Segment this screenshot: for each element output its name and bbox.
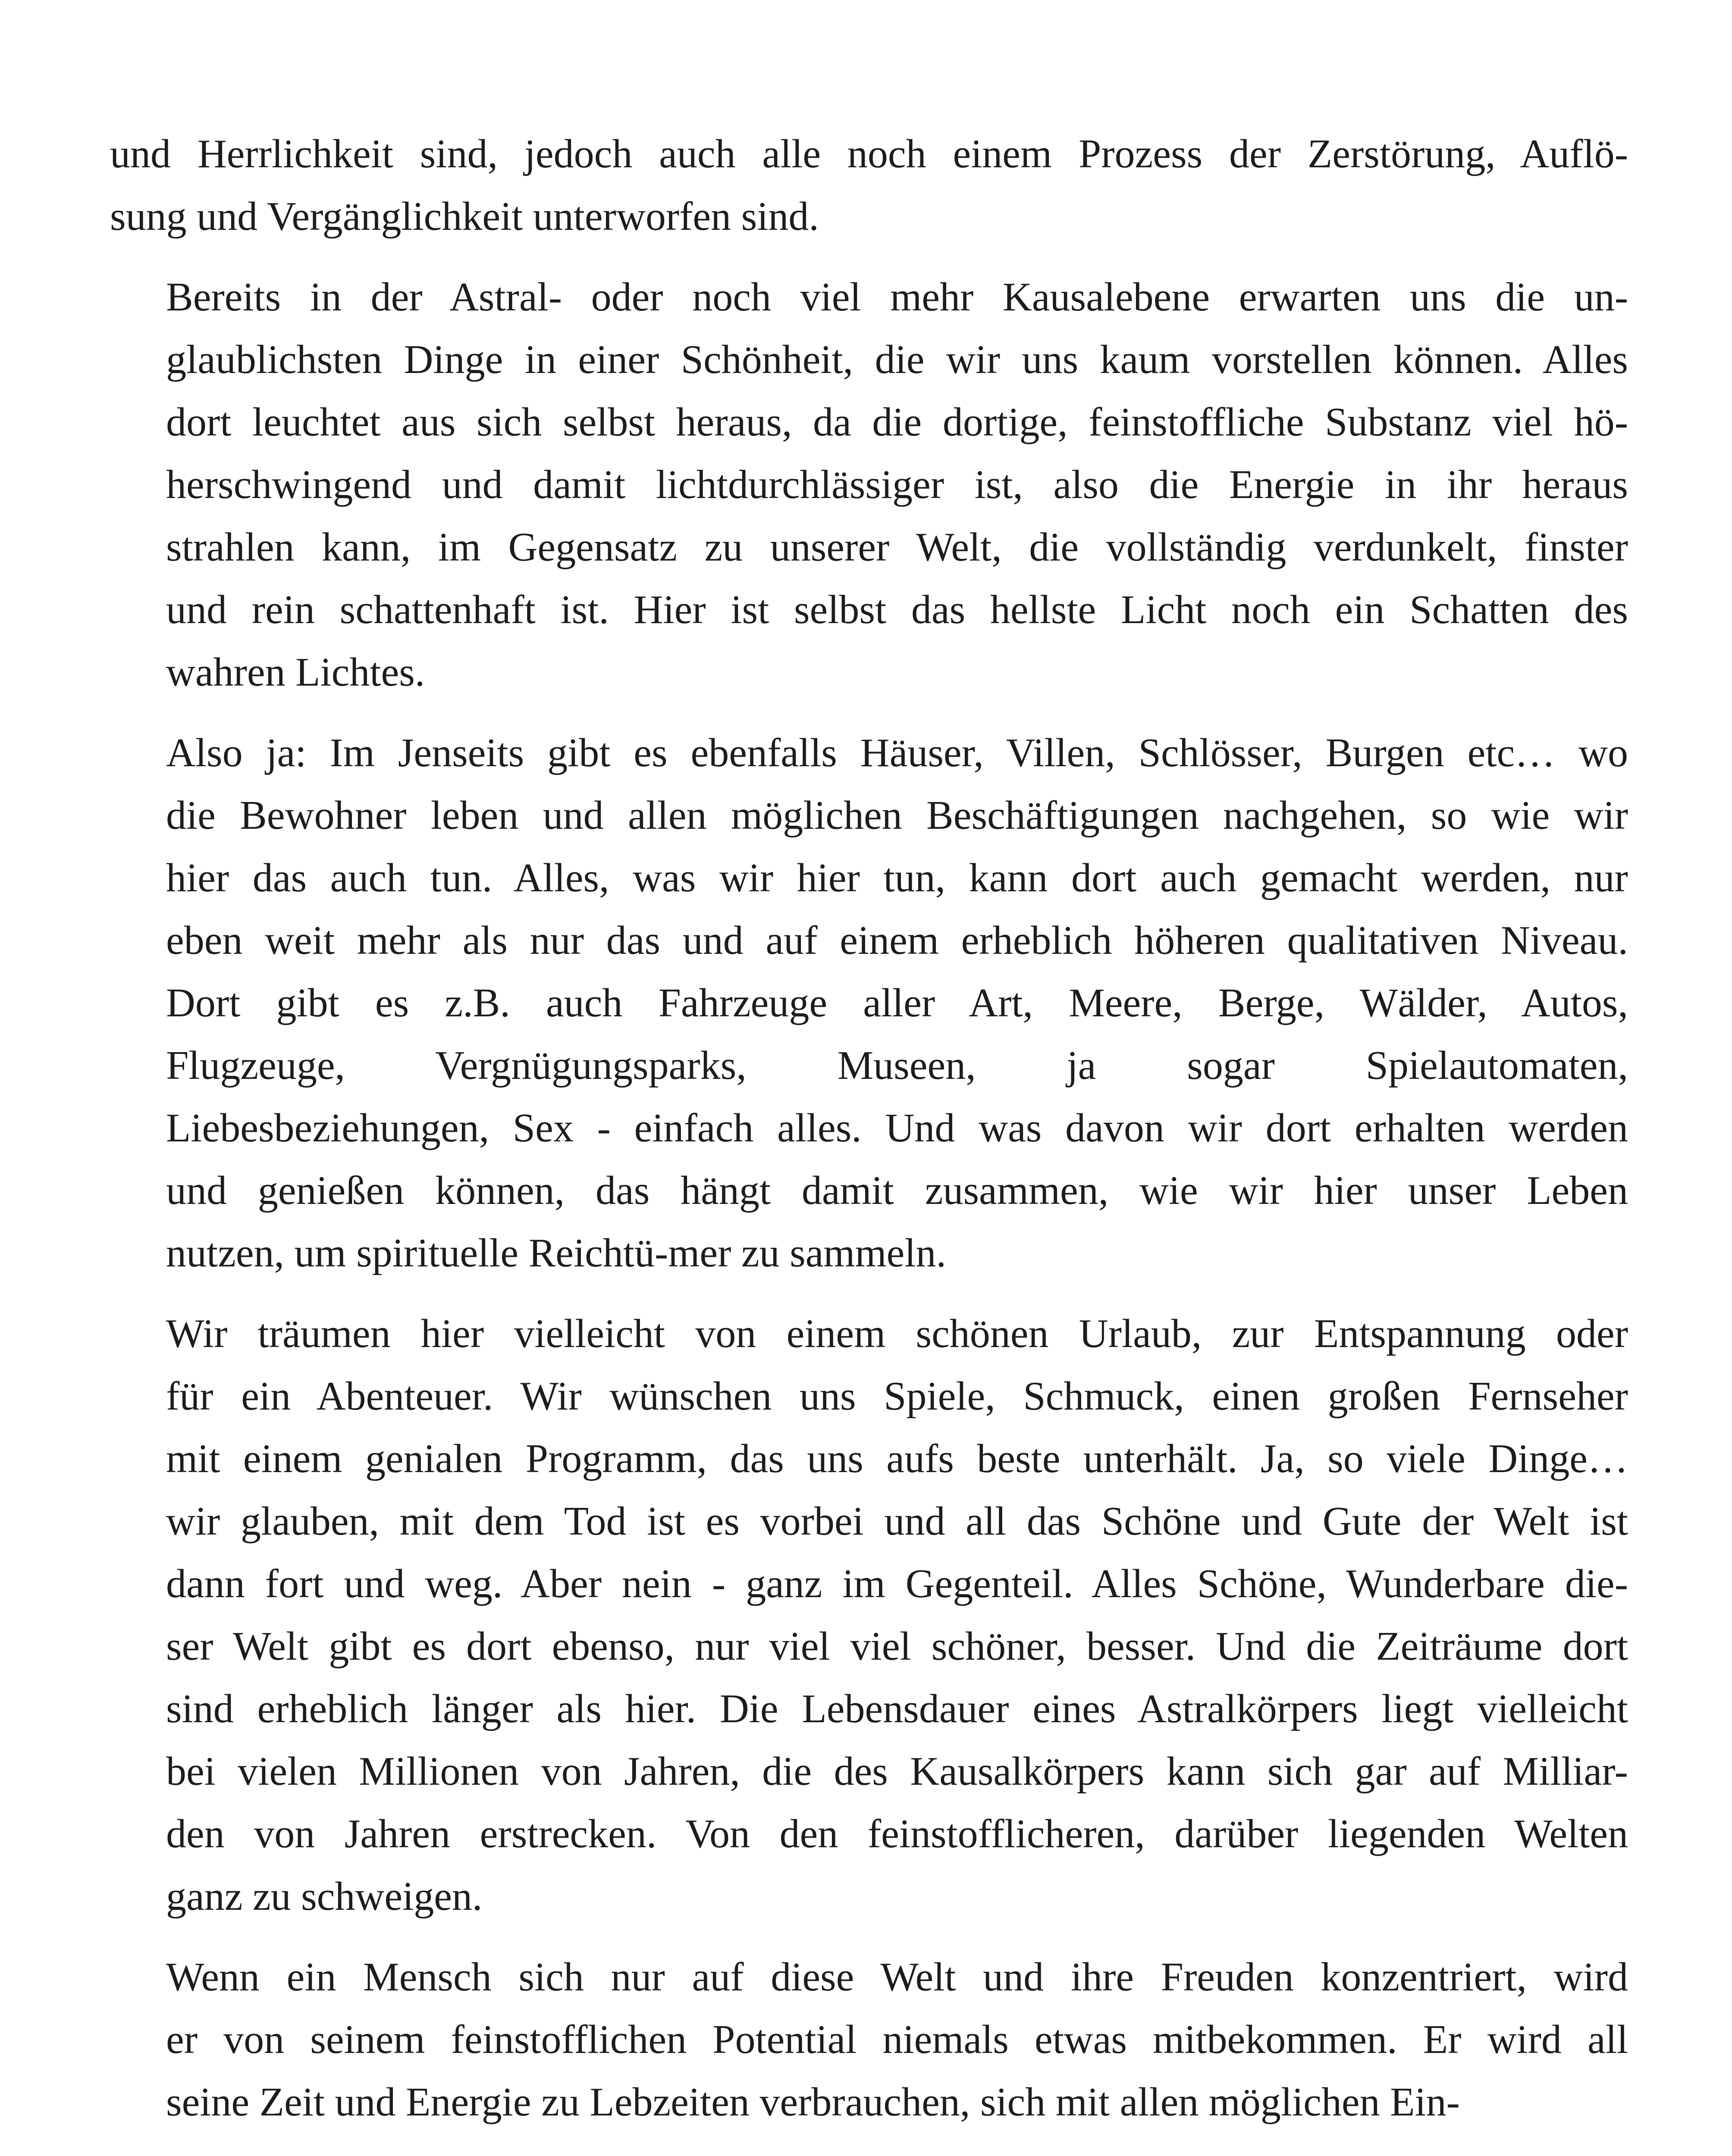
text-line: die Bewohner leben und allen möglichen Beschäftigungen nachgehen, so wie wir xyxy=(166,793,1628,838)
paragraph xyxy=(110,123,1628,248)
text-line: seine Zeit und Energie zu Lebzeiten verbrauchen, sich mit allen möglichen Ein- xyxy=(166,2080,1460,2125)
text-line: wir glauben, mit dem Tod ist es vorbei und all das Schöne und Gute der Welt ist xyxy=(166,1499,1628,1544)
text-line: nutzen, um spirituelle Reichtü-mer zu sammeln. xyxy=(166,1231,946,1275)
text-line: strahlen kann, im Gegensatz zu unserer Welt, die vollständig verdunkelt, finster xyxy=(166,525,1628,570)
text-line: eben weit mehr als nur das und auf einem erheblich höheren qualitativen Niveau. xyxy=(166,918,1628,963)
text-line: Also ja: Im Jenseits gibt es ebenfalls Häuser, Villen, Schlösser, Burgen etc… wo xyxy=(166,730,1628,775)
text-line: wahren Lichtes. xyxy=(166,650,425,695)
text-line: hier das auch tun. Alles, was wir hier tun, kann dort auch gemacht werden, nur xyxy=(166,856,1628,900)
text-line: den von Jahren erstrecken. Von den feinstofflicheren, darüber liegenden Welten xyxy=(166,1811,1628,1856)
text-line: herschwingend und damit lichtdurchlässiger ist, also die Energie in ihr heraus xyxy=(166,462,1628,507)
text-line: dann fort und weg. Aber nein - ganz im Gegenteil. Alles Schöne, Wunderbare die- xyxy=(166,1561,1628,1606)
body-text xyxy=(110,123,1628,2152)
paragraph xyxy=(110,266,1628,704)
text-line: Flugzeuge, Vergnügungsparks, Museen, ja sogar Spielautomaten, xyxy=(166,1043,1628,1088)
text-line: Liebesbeziehungen, Sex - einfach alles. Und was davon wir dort erhalten werden xyxy=(166,1106,1628,1150)
text-line: Dort gibt es z.B. auch Fahrzeuge aller Art, Meere, Berge, Wälder, Autos, xyxy=(166,981,1628,1025)
text-line: und genießen können, das hängt damit zusammen, wie wir hier unser Leben xyxy=(166,1168,1628,1213)
text-line: sung und Vergänglichkeit unterworfen sind. xyxy=(110,194,819,239)
text-line: mit einem genialen Programm, das uns aufs beste unterhält. Ja, so viele Dinge… xyxy=(166,1436,1628,1481)
text-line: sind erheblich länger als hier. Die Lebensdauer eines Astralkörpers liegt vielleicht xyxy=(166,1686,1628,1731)
text-line: Bereits in der Astral- oder noch viel mehr Kausalebene erwarten uns die un- xyxy=(166,275,1628,320)
paragraph xyxy=(110,1946,1628,2134)
text-line: Wir träumen hier vielleicht von einem schönen Urlaub, zur Entspannung oder xyxy=(166,1311,1628,1356)
paragraph xyxy=(110,722,1628,1285)
text-line: dort leuchtet aus sich selbst heraus, da die dortige, feinstoffliche Substanz viel hö- xyxy=(166,400,1628,445)
text-line: er von seinem feinstofflichen Potential niemals etwas mitbekommen. Er wird all xyxy=(166,2017,1628,2062)
text-line: für ein Abenteuer. Wir wünschen uns Spiele, Schmuck, einen großen Fernseher xyxy=(166,1374,1628,1419)
text-line: ser Welt gibt es dort ebenso, nur viel viel schöner, besser. Und die Zeiträume dort xyxy=(166,1624,1628,1669)
text-line: und Herrlichkeit sind, jedoch auch alle noch einem Prozess der Zerstörung, Auflö- xyxy=(110,132,1628,176)
text-line: glaublichsten Dinge in einer Schönheit, die wir uns kaum vorstellen können. Alles xyxy=(166,337,1628,382)
text-line: ganz zu schweigen. xyxy=(166,1874,483,1919)
text-line: Wenn ein Mensch sich nur auf diese Welt und ihre Freuden konzentriert, wird xyxy=(166,1955,1628,1999)
text-line: bei vielen Millionen von Jahren, die des Kausalkörpers kann sich gar auf Milliar- xyxy=(166,1749,1628,1794)
text-line: und rein schattenhaft ist. Hier ist selbst das hellste Licht noch ein Schatten des xyxy=(166,587,1628,632)
paragraph xyxy=(110,1303,1628,1928)
